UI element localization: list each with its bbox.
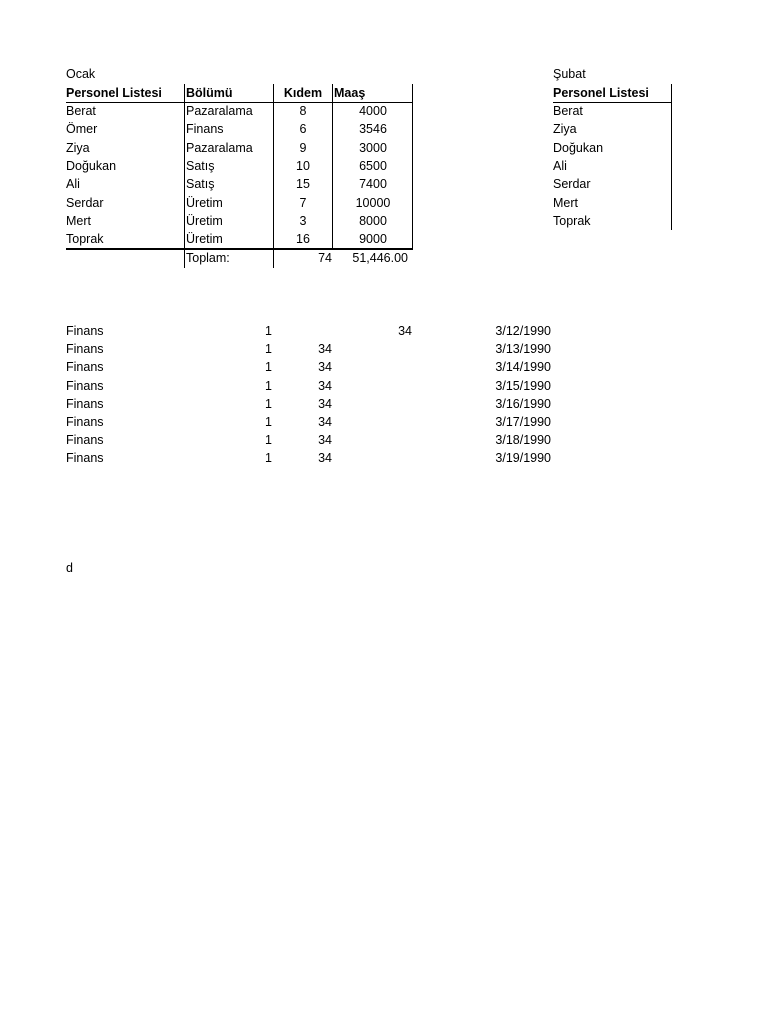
subat-row-name: Doğukan	[553, 140, 604, 155]
ocak-row-maas: 10000	[355, 195, 391, 210]
subat-title: Şubat	[553, 67, 586, 81]
finans-row-dept: Finans	[66, 451, 104, 466]
ocak-row-maas: 9000	[359, 232, 387, 247]
subat-row-name: Serdar	[553, 177, 591, 192]
ocak-row-maas: 6500	[359, 158, 387, 173]
stray-cell-text: d	[66, 561, 73, 575]
ocak-row-kidem: 9	[299, 140, 307, 155]
ocak-row-maas: 3546	[359, 122, 387, 137]
finans-row-value: 34	[318, 378, 332, 393]
finans-row-dept: Finans	[66, 324, 104, 338]
ocak-row-kidem: 10	[296, 158, 310, 173]
finans-row-dept: Finans	[66, 342, 104, 357]
finans-row-value	[292, 322, 332, 340]
finans-row-value-alt	[372, 377, 412, 395]
ocak-col-border-2	[273, 84, 274, 268]
ocak-header-underline	[184, 102, 413, 103]
subat-row-name: Ali	[553, 158, 567, 173]
ocak-row-kidem: 3	[299, 213, 307, 228]
ocak-row-kidem: 6	[299, 122, 307, 137]
finans-row-dept: Finans	[66, 396, 104, 411]
finans-row-date: 3/17/1990	[495, 415, 551, 429]
subat-header-underline	[553, 102, 671, 103]
ocak-row-dept: Üretim	[186, 195, 223, 210]
subat-row-name: Berat	[553, 104, 583, 118]
ocak-title: Ocak	[66, 67, 96, 81]
finans-row-dept: Finans	[66, 415, 104, 429]
ocak-row-name: Ali	[66, 177, 80, 192]
ocak-header-name: Personel Listesi	[66, 86, 162, 100]
finans-row-count: 1	[265, 396, 272, 411]
ocak-total-maas: 51,446.00	[352, 251, 408, 265]
ocak-row-name: Ziya	[66, 140, 90, 155]
subat-row-name: Mert	[553, 195, 578, 210]
ocak-row-dept: Pazaralama	[186, 104, 253, 118]
subat-header-name: Personel Listesi	[553, 86, 649, 100]
finans-row-date: 3/15/1990	[495, 378, 551, 393]
ocak-header-kidem: Kıdem	[283, 86, 323, 100]
finans-row-value: 34	[318, 415, 332, 429]
ocak-header-underline-name	[66, 102, 184, 103]
finans-row-date: 3/13/1990	[495, 342, 551, 357]
subat-row-name: Ziya	[553, 122, 577, 137]
finans-row-value: 34	[318, 342, 332, 357]
ocak-row-dept: Pazaralama	[186, 140, 253, 155]
finans-row-dept: Finans	[66, 360, 104, 375]
ocak-col-border-1	[184, 84, 185, 268]
ocak-row-maas: 7400	[359, 177, 387, 192]
ocak-row-name: Berat	[66, 104, 96, 118]
finans-row-value: 34	[318, 360, 332, 375]
finans-row-value-alt	[372, 449, 412, 467]
finans-row-value: 34	[318, 451, 332, 466]
ocak-row-name: Toprak	[66, 232, 104, 247]
ocak-row-kidem: 15	[296, 177, 310, 192]
ocak-row-dept: Üretim	[186, 232, 223, 247]
ocak-header-maas: Maaş	[334, 86, 366, 100]
ocak-row-name: Doğukan	[66, 158, 117, 173]
finans-row-value-alt	[372, 358, 412, 376]
ocak-row-dept: Satış	[186, 177, 215, 192]
finans-row-count: 1	[265, 342, 272, 357]
ocak-row-name: Mert	[66, 213, 91, 228]
ocak-row-maas: 3000	[359, 140, 387, 155]
subat-row-name: Toprak	[553, 213, 591, 228]
subat-right-border	[671, 84, 672, 230]
ocak-row-kidem: 8	[299, 104, 307, 118]
ocak-table-bottom-border	[66, 248, 413, 250]
finans-row-value: 34	[318, 433, 332, 448]
finans-row-count: 1	[265, 324, 272, 338]
finans-row-date: 3/14/1990	[495, 360, 551, 375]
ocak-row-kidem: 7	[299, 195, 307, 210]
ocak-row-kidem: 16	[296, 232, 310, 247]
ocak-col-border-4	[412, 84, 413, 250]
ocak-col-border-3	[332, 84, 333, 250]
ocak-row-dept: Üretim	[186, 213, 223, 228]
finans-row-dept: Finans	[66, 433, 104, 448]
finans-row-value-alt	[372, 431, 412, 449]
ocak-row-name: Ömer	[66, 122, 98, 137]
finans-row-date: 3/16/1990	[495, 396, 551, 411]
finans-row-date: 3/18/1990	[495, 433, 551, 448]
finans-row-count: 1	[265, 451, 272, 466]
ocak-total-kidem: 74	[318, 251, 332, 265]
ocak-header-dept: Bölümü	[186, 86, 233, 100]
ocak-row-dept: Finans	[186, 122, 224, 137]
ocak-row-dept: Satış	[186, 158, 215, 173]
finans-row-date: 3/12/1990	[495, 324, 551, 338]
finans-row-count: 1	[265, 360, 272, 375]
finans-row-value-alt: 34	[398, 324, 412, 338]
finans-row-count: 1	[265, 378, 272, 393]
finans-row-value-alt	[372, 395, 412, 413]
finans-row-date: 3/19/1990	[495, 451, 551, 466]
finans-row-count: 1	[265, 415, 272, 429]
finans-row-value: 34	[318, 396, 332, 411]
ocak-row-maas: 4000	[359, 104, 387, 118]
finans-row-dept: Finans	[66, 378, 104, 393]
ocak-total-label: Toplam:	[186, 251, 230, 265]
ocak-row-name: Serdar	[66, 195, 104, 210]
ocak-row-maas: 8000	[359, 213, 387, 228]
finans-row-value-alt	[372, 340, 412, 358]
finans-row-value-alt	[372, 413, 412, 431]
finans-row-count: 1	[265, 433, 272, 448]
